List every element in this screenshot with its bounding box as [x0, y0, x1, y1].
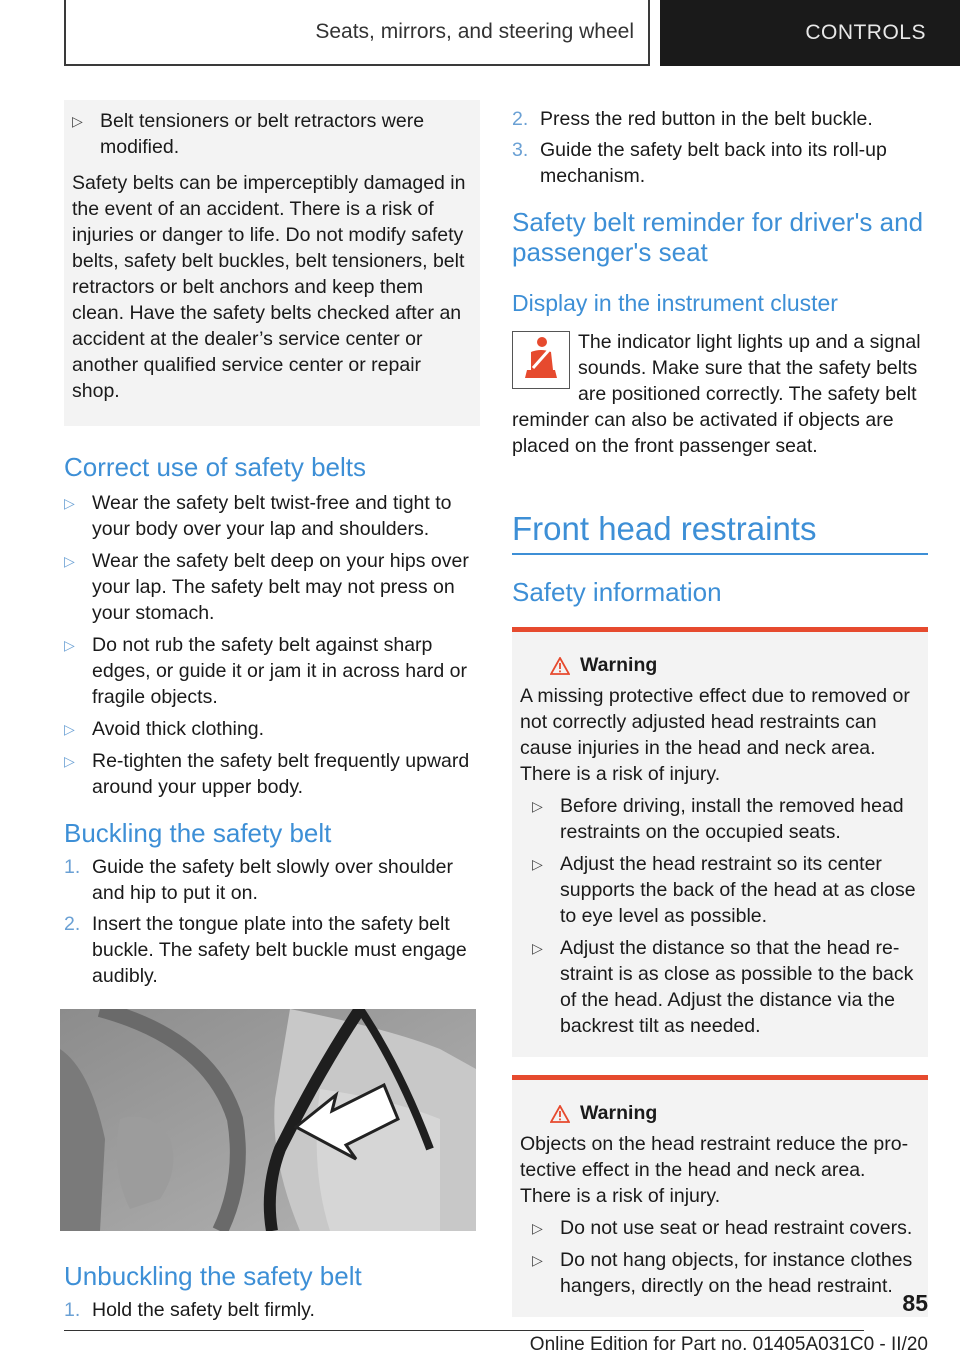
bullet-triangle-icon: ▷	[532, 798, 543, 814]
list-item: 1. Hold the safety belt firmly.	[64, 1299, 315, 1321]
list-item: ▷ Do not rub the safety belt against sharp edges, or guide it or jam it in across hard or fragile objects.	[64, 634, 468, 708]
buckling-steps	[64, 854, 480, 989]
display-block	[512, 329, 928, 459]
list-item: ▷ Avoid thick clothing.	[64, 718, 264, 740]
seatbelt-reminder-icon	[512, 331, 570, 389]
list-item: 1. Guide the safety belt slowly over shoulder and hip to put it on.	[64, 856, 453, 904]
warning-text: Objects on the head restraint reduce the protective effect in the head and neck area. There is a risk of injury.	[520, 1133, 909, 1207]
list-item: ▷ Before driving, install the removed head restraints on the occupied seats.	[532, 795, 904, 843]
heading-front-head-restraints: Front head restraints	[512, 510, 817, 547]
list-item: 2. Press the red button in the belt buckle.	[512, 108, 873, 130]
bullet-triangle-icon: ▷	[64, 495, 75, 511]
warning-header	[550, 1102, 920, 1125]
warning-box-2	[512, 1075, 928, 1317]
warning-list	[532, 793, 920, 1039]
left-column	[64, 100, 480, 1328]
footer-rule	[64, 1330, 864, 1331]
edition-text: Online Edition for Part no. 01405A031C0 - II/20	[529, 1334, 928, 1355]
heading-correct-use: Correct use of safety belts	[64, 452, 367, 482]
unbuckling-steps	[64, 1297, 480, 1323]
warning-label: Warning	[580, 654, 658, 676]
correct-use-list	[64, 490, 480, 800]
bullet-triangle-icon: ▷	[532, 1252, 543, 1268]
list-item: ▷ Adjust the distance so that the head restraint is as close as possible to the back of the head. Adjust the distance via the backrest tilt as needed.	[532, 937, 914, 1037]
list-item: 3. Guide the safety belt back into its roll-up mechanism.	[512, 139, 887, 187]
seatbelt-photo	[60, 1009, 476, 1231]
heading-unbuckling: Unbuckling the safety belt	[64, 1261, 362, 1291]
bullet-triangle-icon: ▷	[64, 753, 75, 769]
warning-text: A missing protective effect due to removed or not correctly adjusted head restraints can cause injuries in the head and neck area. There is a risk of injury.	[520, 685, 910, 785]
section-tab	[64, 0, 650, 66]
page-header	[0, 0, 960, 66]
chapter-tab	[660, 0, 960, 66]
warning-list	[532, 1215, 920, 1299]
list-item: ▷ Do not use seat or head restraint covers.	[532, 1217, 913, 1239]
bullet-triangle-icon: ▷	[532, 940, 543, 956]
seatbelt-photo-illustration	[60, 1009, 476, 1231]
bullet-triangle-icon: ▷	[72, 113, 83, 129]
chapter-title: CONTROLS	[805, 21, 926, 44]
warning-triangle-icon	[550, 1105, 570, 1123]
right-column	[512, 100, 928, 1317]
unbuckling-steps-cont	[512, 106, 928, 189]
warning-box-1	[512, 627, 928, 1057]
list-item: ▷ Wear the safety belt deep on your hips over your lap. The safety belt may not press on your stomach.	[64, 550, 469, 624]
heading-rule	[512, 553, 928, 555]
warning-header	[550, 654, 920, 677]
warning-label: Warning	[580, 1102, 658, 1124]
section-title: Seats, mirrors, and steering wheel	[315, 20, 634, 43]
list-item: ▷ Wear the safety belt twist-free and tight to your body over your lap and shoulders.	[64, 492, 452, 540]
list-item: 2. Insert the tongue plate into the safety belt buckle. The safety belt buckle must engage audibly.	[64, 913, 467, 987]
list-item: ▷ Belt tensioners or belt retractors were modified.	[72, 110, 425, 158]
page-number: 85	[902, 1290, 928, 1316]
list-item: ▷ Do not hang objects, for instance clothes hangers, directly on the head restraint.	[532, 1249, 913, 1297]
list-item: ▷ Adjust the head restraint so its center supports the back of the head at as close to eye level as possible.	[532, 853, 916, 927]
warning-triangle-icon	[550, 657, 570, 675]
bullet-triangle-icon: ▷	[64, 553, 75, 569]
safety-note-box	[64, 100, 480, 426]
heading-display: Display in the instrument cluster	[512, 290, 838, 316]
heading-safety-info: Safety information	[512, 577, 722, 607]
bullet-triangle-icon: ▷	[64, 721, 75, 737]
bullet-triangle-icon: ▷	[532, 1220, 543, 1236]
heading-reminder: Safety belt reminder for driver's and passenger's seat	[512, 207, 924, 267]
display-text: The indicator light lights up and a signal sounds. Make sure that the safety belts are positioned correctly. The safety belt reminder can also be activated if objects are placed on the front passenger seat.	[512, 331, 921, 457]
bullet-triangle-icon: ▷	[64, 637, 75, 653]
bullet-triangle-icon: ▷	[532, 856, 543, 872]
safety-note-text: Safety belts can be imperceptibly damaged in the event of an accident. There is a risk of injuries or danger to life. Do not modify safety belts, safety belt buckles, belt tensioners, belt retractors or belt anchors and keep them clean. Have the safety belts checked after an accident at the dealer’s service center or another qualified service center or repair shop.	[72, 172, 466, 402]
heading-buckling: Buckling the safety belt	[64, 818, 332, 848]
list-item: ▷ Re-tighten the safety belt frequently upward around your upper body.	[64, 750, 470, 798]
